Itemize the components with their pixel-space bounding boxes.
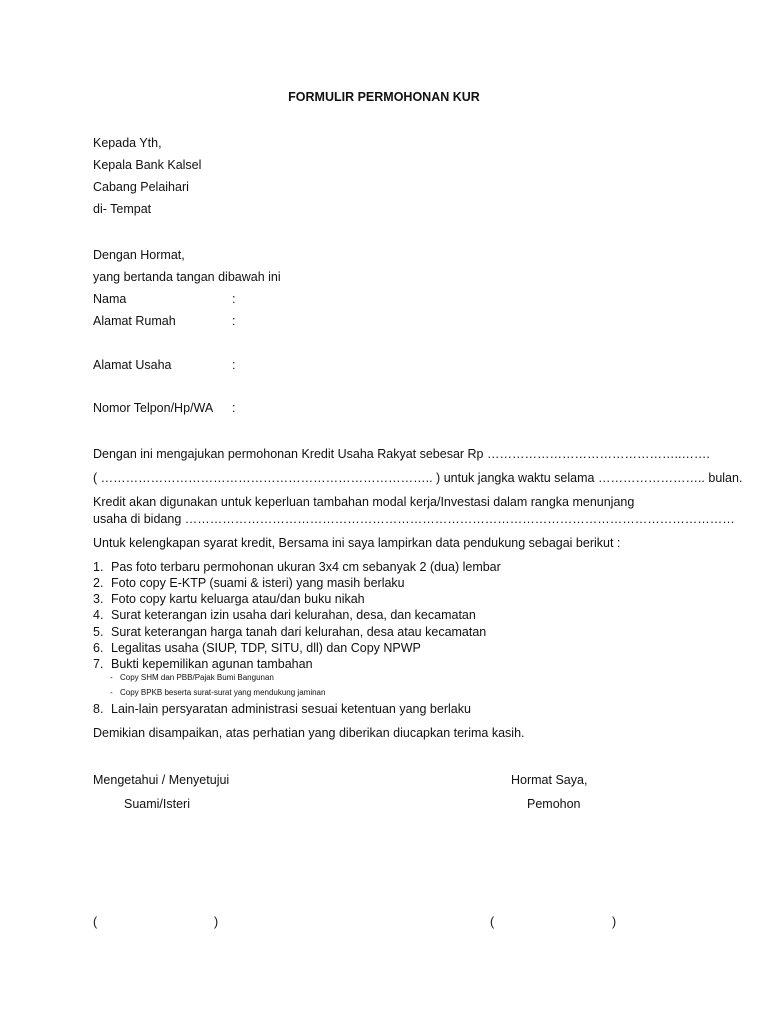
field-label-alamat-usaha: Alamat Usaha bbox=[93, 358, 172, 372]
sub-item: Copy SHM dan PBB/Pajak Bumi Bangunan bbox=[120, 673, 274, 682]
list-number: 2. bbox=[93, 576, 104, 590]
recipient-line: Kepada Yth, bbox=[93, 136, 162, 150]
signature-left-heading: Mengetahui / Menyetujui bbox=[93, 773, 230, 787]
signature-right-close-paren: ) bbox=[612, 915, 617, 929]
signature-left-close-paren: ) bbox=[214, 915, 219, 929]
field-colon: : bbox=[232, 401, 236, 415]
list-item: Legalitas usaha (SIUP, TDP, SITU, dll) dan Copy NPWP bbox=[111, 641, 421, 655]
sub-item: Copy BPKB beserta surat-surat yang mendukung jaminan bbox=[120, 688, 326, 697]
list-item: Pas foto terbaru permohonan ukuran 3x4 cm sebanyak 2 (dua) lembar bbox=[111, 560, 501, 574]
signature-right-open-paren: ( bbox=[490, 915, 495, 929]
list-number: 8. bbox=[93, 702, 104, 716]
signature-left-role: Suami/Isteri bbox=[124, 797, 190, 811]
request-line-1: Dengan ini mengajukan permohonan Kredit Usaha Rakyat sebesar Rp ………………………………………..……. bbox=[93, 447, 710, 461]
request-line-2: ( …………………………………………………………………….. ) untuk jangka waktu selama …………………….. bulan. bbox=[93, 471, 743, 485]
greeting: Dengan Hormat, bbox=[93, 248, 185, 262]
closing-text: Demikian disampaikan, atas perhatian yang diberikan diucapkan terima kasih. bbox=[93, 726, 525, 740]
signature-left-open-paren: ( bbox=[93, 915, 98, 929]
list-number: 6. bbox=[93, 641, 104, 655]
list-number: 7. bbox=[93, 657, 104, 671]
field-colon: : bbox=[232, 314, 236, 328]
list-number: 3. bbox=[93, 592, 104, 606]
field-label-nama: Nama bbox=[93, 292, 127, 306]
recipient-line: Kepala Bank Kalsel bbox=[93, 158, 202, 172]
list-item: Foto copy kartu keluarga atau/dan buku nikah bbox=[111, 592, 365, 606]
list-number: 4. bbox=[93, 608, 104, 622]
field-colon: : bbox=[232, 292, 236, 306]
document-title: FORMULIR PERMOHONAN KUR bbox=[288, 90, 480, 104]
intro-text: yang bertanda tangan dibawah ini bbox=[93, 270, 281, 284]
field-label-telpon: Nomor Telpon/Hp/WA bbox=[93, 401, 214, 415]
field-label-alamat-rumah: Alamat Rumah bbox=[93, 314, 176, 328]
list-number: 5. bbox=[93, 625, 104, 639]
list-number: 1. bbox=[93, 560, 104, 574]
recipient-line: Cabang Pelaihari bbox=[93, 180, 189, 194]
list-item: Foto copy E-KTP (suami & isteri) yang masih berlaku bbox=[111, 576, 405, 590]
purpose-line-2: usaha di bidang …………………………………………………………………………………………………………………… bbox=[93, 512, 735, 526]
field-colon: : bbox=[232, 358, 236, 372]
list-item: Lain-lain persyaratan administrasi sesuai ketentuan yang berlaku bbox=[111, 702, 471, 716]
sub-item-dash: - bbox=[110, 688, 113, 697]
list-item: Bukti kepemilikan agunan tambahan bbox=[111, 657, 313, 671]
list-item: Surat keterangan izin usaha dari kelurahan, desa, dan kecamatan bbox=[111, 608, 476, 622]
recipient-line: di- Tempat bbox=[93, 202, 152, 216]
sub-item-dash: - bbox=[110, 673, 113, 682]
signature-right-role: Pemohon bbox=[527, 797, 581, 811]
requirements-intro: Untuk kelengkapan syarat kredit, Bersama ini saya lampirkan data pendukung sebagai berikut : bbox=[93, 536, 621, 550]
purpose-line-1: Kredit akan digunakan untuk keperluan tambahan modal kerja/Investasi dalam rangka menunjang bbox=[93, 495, 635, 509]
list-item: Surat keterangan harga tanah dari kelurahan, desa atau kecamatan bbox=[111, 625, 487, 639]
signature-right-heading: Hormat Saya, bbox=[511, 773, 588, 787]
